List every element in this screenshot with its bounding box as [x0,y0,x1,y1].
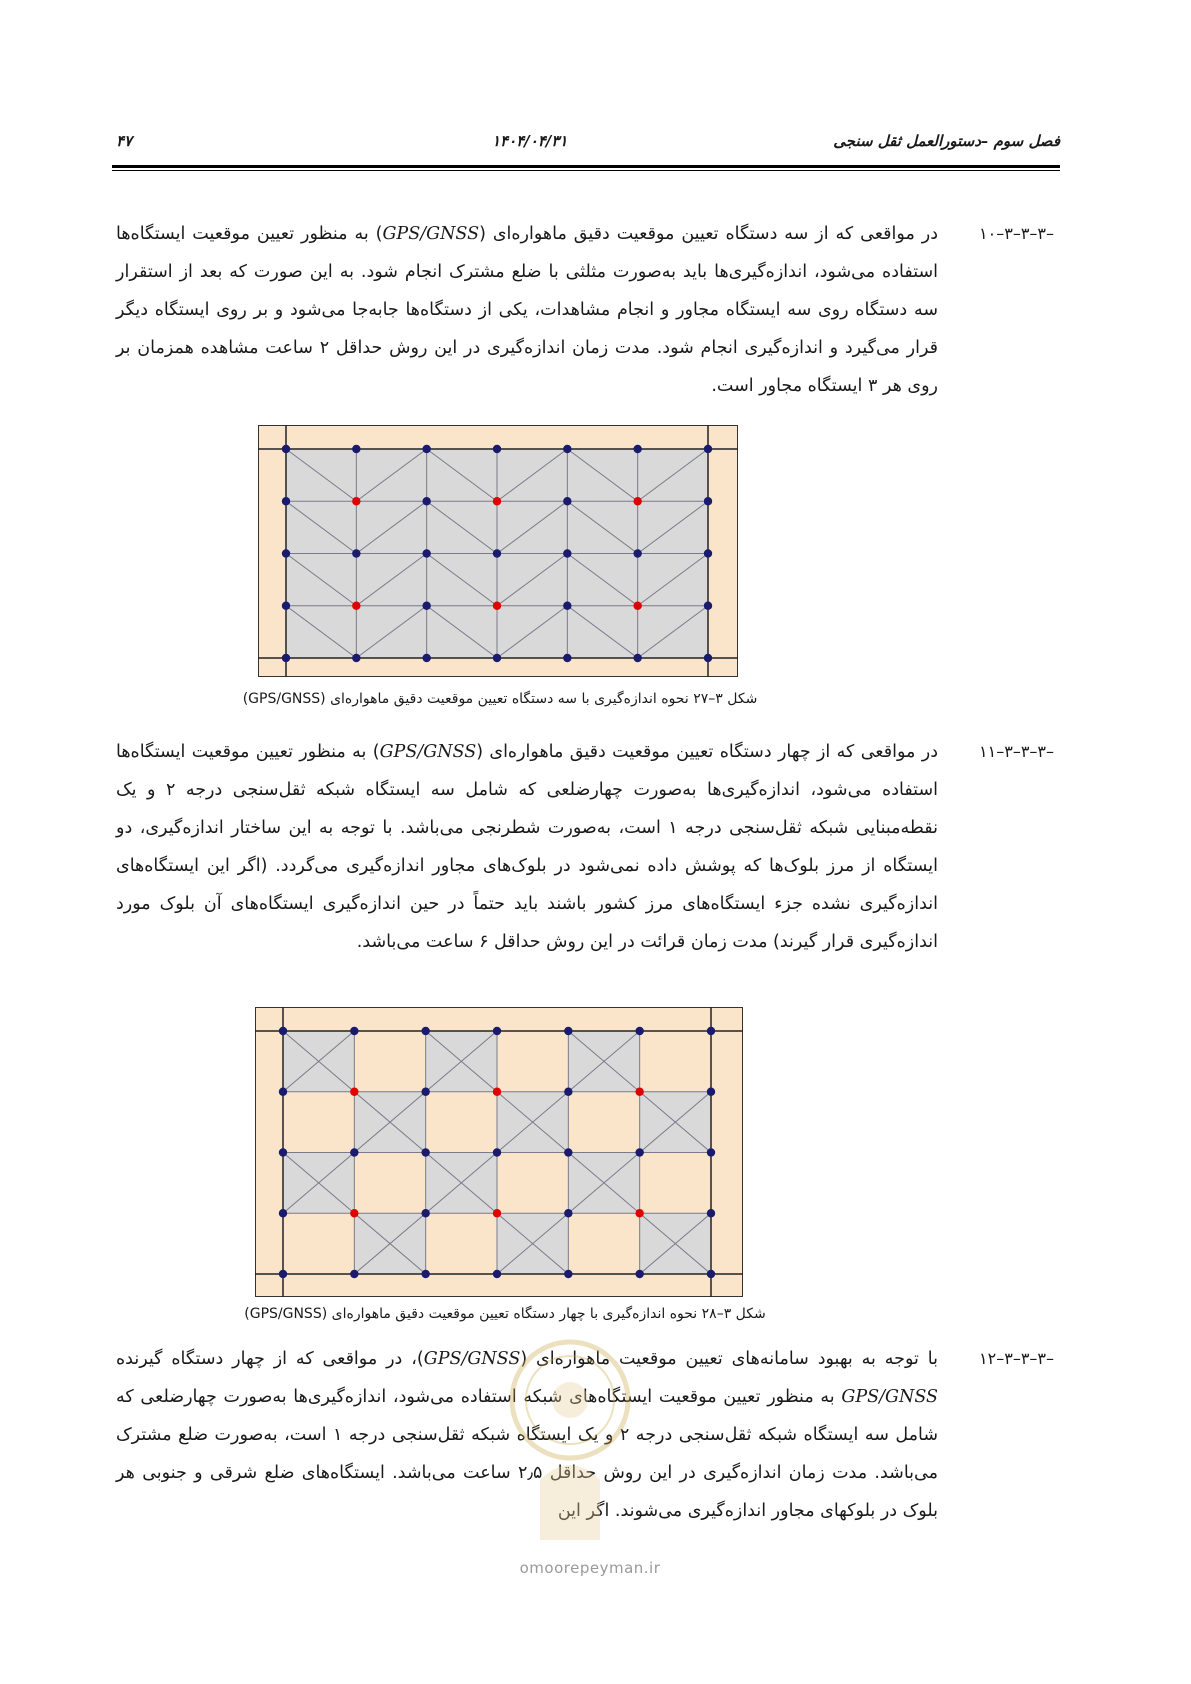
station-point [564,1209,572,1217]
base-station-point [350,1088,358,1096]
paragraph-10 [116,215,1054,405]
figure-27-triangular-network [258,425,738,677]
station-point [422,549,430,557]
gnss-term: GPS/GNSS [423,1349,521,1369]
station-point [421,1270,429,1278]
base-station-point [633,497,641,505]
station-point [282,602,290,610]
text-segment: به منظور تعیین موقعیت ایستگاه‌های شبکه استفاده می‌شود، اندازه‌گیری‌ها به‌صورت چهارضلعی که شامل سه ایستگاه شبکه ثقل‌سنجی درجه ۲ و یک ایستگاه شبکه ثقل‌سنجی درجه ۱ است، به‌صورت ضلع مشترک می‌باشد. مدت زمان اندازه‌گیری در این روش حداقل ۲٫۵ ساعت می‌باشد. ایستگاه‌های ضلع شرقی و جنوبی هر بلوک در بلوکهای مجاور اندازه‌گیری می‌شوند. اگر این [116,1387,938,1521]
base-station-point [350,1209,358,1217]
paragraph-number: ۱۰–۳–۳–۳– [979,224,1054,243]
paragraph-11 [116,733,1054,961]
station-point [704,654,712,662]
station-point [564,1270,572,1278]
station-point [707,1088,715,1096]
station-point [563,497,571,505]
station-point [707,1209,715,1217]
station-point [704,445,712,453]
station-point [493,654,501,662]
station-point [421,1088,429,1096]
station-point [563,602,571,610]
station-point [352,445,360,453]
station-point [564,1148,572,1156]
station-point [282,445,290,453]
header-rule-thick [112,165,1060,168]
station-point [704,497,712,505]
station-point [493,1270,501,1278]
station-point [563,445,571,453]
station-point [279,1148,287,1156]
base-station-point [493,1209,501,1217]
station-point [635,1148,643,1156]
station-point [633,549,641,557]
figure-28-diagram [255,1007,743,1297]
station-point [422,602,430,610]
text-segment: با توجه به بهبود سامانه‌های تعیین موقعیت ماهواره‌ای ( [520,1349,939,1369]
header-date: ۱۴۰۴/۰۴/۳۱ [492,132,568,150]
watermark-text: omoorepeyman.ir [519,1559,661,1577]
text-segment: ) به منظور تعیین موقعیت ایستگاه‌ها استفاده می‌شود، اندازه‌گیری‌ها باید به‌صورت مثلثی با ضلع مشترک انجام شود. به این صورت که بعد از استقرار سه دستگاه روی سه ایستگاه مجاور و انجام مشاهدات، یکی از دستگاه‌ها جابه‌جا می‌شود و بر روی ایستگاه دیگر قرار می‌گیرد و اندازه‌گیری انجام شود. مدت زمان اندازه‌گیری در این روش حداقل ۲ ساعت مشاهده همزمان بر روی هر ۳ ایستگاه مجاور است. [116,224,939,396]
station-point [279,1270,287,1278]
station-point [635,1027,643,1035]
station-point [350,1148,358,1156]
base-station-point [493,1088,501,1096]
text-segment: ) به منظور تعیین موقعیت ایستگاه‌ها استفاده می‌شود، اندازه‌گیری‌ها به‌صورت چهارضلعی که شامل سه ایستگاه شبکه ثقل‌سنجی درجه ۲ و یک نقطه‌مبنایی شبکه ثقل‌سنجی درجه ۱ است، به‌صورت شطرنجی می‌باشد. با توجه به این ساختار اندازه‌گیری، دو ایستگاه از مرز بلوک‌ها که پوشش داده نمی‌شود در بلوک‌های مجاور اندازه‌گیری می‌گردد. (اگر این ایستگاه‌های اندازه‌گیری نشده جزء ایستگاه‌های مرز کشور باشند باید حتماً در حین اندازه‌گیری ایستگاه‌های آن بلوک مورد اندازه‌گیری قرار گیرند) مدت زمان قرائت در این روش حداقل ۶ ساعت می‌باشد. [116,742,938,952]
page-number: ۴۷ [116,132,133,150]
page-header [112,128,1060,158]
base-station-point [635,1088,643,1096]
chapter-title: فصل سوم –دستورالعمل ثقل سنجی [833,132,1060,150]
station-point [493,549,501,557]
station-point [422,497,430,505]
station-point [282,497,290,505]
text-segment: در مواقعی که از چهار دستگاه تعیین موقعیت دقیق ماهواره‌ای ( [476,742,938,762]
figure-27-caption: شکل ۳–۲۷ نحوه اندازه‌گیری با سه دستگاه تعیین موقعیت دقیق ماهواره‌ای (GPS/GNSS) [242,691,758,707]
station-point [422,654,430,662]
text-segment: در مواقعی که از سه دستگاه تعیین موقعیت دقیق ماهواره‌ای ( [479,224,938,244]
gnss-term: GPS/GNSS [379,742,477,762]
station-point [635,1270,643,1278]
watermark-logo-icon [500,1330,640,1550]
station-point [279,1209,287,1217]
base-station-point [352,602,360,610]
station-point [350,1270,358,1278]
station-point [493,1148,501,1156]
figure-27-diagram [258,425,738,677]
paragraph-text [116,215,938,405]
station-point [633,445,641,453]
station-point [421,1148,429,1156]
station-point [704,549,712,557]
figure-28-caption: شکل ۳–۲۸ نحوه اندازه‌گیری با چهار دستگاه تعیین موقعیت دقیق ماهواره‌ای (GPS/GNSS) [244,1306,766,1322]
station-point [279,1027,287,1035]
station-point [422,445,430,453]
base-station-point [352,497,360,505]
station-point [564,1088,572,1096]
base-station-point [493,602,501,610]
station-point [704,602,712,610]
figure-28-checkerboard-network [255,1007,743,1297]
base-station-point [635,1209,643,1217]
text-segment: )، در مواقعی که از چهار دستگاه گیرنده [116,1349,424,1369]
station-point [564,1027,572,1035]
station-point [421,1209,429,1217]
station-point [707,1270,715,1278]
station-point [350,1027,358,1035]
station-point [493,445,501,453]
gnss-term: GPS/GNSS [841,1387,938,1407]
station-point [633,654,641,662]
station-point [352,549,360,557]
station-point [352,654,360,662]
station-point [421,1027,429,1035]
station-point [493,1027,501,1035]
station-point [279,1088,287,1096]
paragraph-text [116,733,938,961]
station-point [563,549,571,557]
gnss-term: GPS/GNSS [382,224,480,244]
station-point [282,549,290,557]
station-point [707,1027,715,1035]
paragraph-number: ۱۲–۳–۳–۳– [979,1349,1054,1368]
header-rule-thin [112,170,1060,171]
station-point [707,1148,715,1156]
base-station-point [633,602,641,610]
base-station-point [493,497,501,505]
paragraph-number: ۱۱–۳–۳–۳– [979,742,1054,761]
station-point [563,654,571,662]
station-point [282,654,290,662]
